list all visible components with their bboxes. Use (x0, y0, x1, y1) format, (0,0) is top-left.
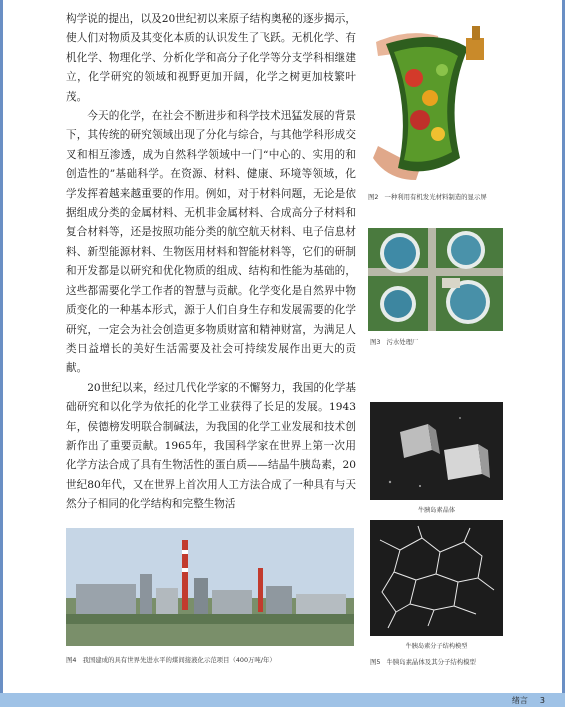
figure-2-caption (368, 192, 498, 202)
figure-number: 图2 (368, 193, 379, 201)
figure-number: 图4 (66, 656, 77, 664)
caption-text: 我国建成的具有世界先进水平的煤间接液化示范项目（400万吨/年） (82, 656, 276, 664)
figure-5b-subcaption: 牛胰岛素分子结构模型 (405, 643, 468, 650)
figure-5a-subcaption: 牛胰岛素晶体 (417, 507, 456, 514)
figure-number: 图3 (370, 338, 381, 346)
paragraph: 20世纪以来，经过几代化学家的不懈努力，我国的化学基础研究和以化学为依托的化学工业获得了长足的发展。1943年，侯德榜发明联合制碱法，为我国的化学工业发展和技术创新作出了重要贡献。1965年，我国科学家在世界上第一次用化学方法合成了具有生物活性的蛋白质——结晶牛胰岛素，20世纪80年代，又在世界上首次用人工方法合成了一种具有与天然分子相同的化学结构和完整生物活 (66, 381, 356, 511)
coal-liquefaction-plant-illustration (66, 528, 354, 646)
footer-label: 绪言 (511, 696, 528, 705)
insulin-molecule-photo (370, 520, 503, 636)
page-number: 3 (539, 696, 545, 705)
insulin-crystal-photo (370, 402, 503, 500)
paragraph: 构学说的提出，以及20世纪初以来原子结构奥秘的逐步揭示，使人们对物质及其变化本质的认识发生了飞跃。无机化学、有机化学、物理化学、分析化学和高分子化学等分支学科相继建立，化学研究的领域和视野更加开阔，化学之树更加枝繁叶茂。 (66, 13, 356, 103)
coal-liquefaction-plant-photo (66, 528, 354, 646)
caption-text: 一种利用有机发光材料制造的显示屏 (384, 193, 487, 201)
page-edge-left (0, 0, 3, 707)
insulin-molecule-illustration (370, 520, 503, 636)
page-footer (512, 695, 545, 706)
body-text (66, 10, 356, 515)
figure-4-caption (66, 655, 366, 665)
caption-text: 牛胰岛素晶体及其分子结构模型 (386, 658, 476, 666)
insulin-crystal-illustration (370, 402, 503, 500)
caption-text: 污水处理厂 (386, 338, 419, 346)
wastewater-plant-illustration (368, 228, 503, 331)
figure-number: 图5 (370, 658, 381, 666)
oled-display-photo (368, 8, 498, 186)
figure-5-caption (370, 657, 510, 667)
paragraph: 今天的化学，在社会不断进步和科学技术迅猛发展的背景下，其传统的研究领域出现了分化与综合，与其他学科形成交叉和相互渗透，成为自然科学领域中一门“中心的、实用的和创造性的”基础科学。在资源、材料、健康、环境等领域，化学发挥着越来越重要的作用。例如，对于材料问题，无论是依据组成分类的金属材料、无机非金属材料、合成高分子材料和复合材料等，还是按照功能分类的航空航天材料、电子信息材料、新型能源材料、生物医用材料和智能材料等，它们的研制和开发都是以研究和优化物质的组成、结构和性能为基础的，这些都需要化学工作者的智慧与贡献。化学变化是自然界中物质变化的一种基本形式，源于人们自身生存和发展需要的化学研究，一定会为社会创造更多物质财富和精神财富，为满足人类日益增长的美好生活需要及社会可持续发展作出更大的贡献。 (66, 110, 356, 375)
figure-3-caption (370, 337, 500, 347)
oled-display-illustration (368, 8, 498, 186)
page-bottom-band (0, 693, 565, 707)
wastewater-plant-photo (368, 228, 503, 331)
